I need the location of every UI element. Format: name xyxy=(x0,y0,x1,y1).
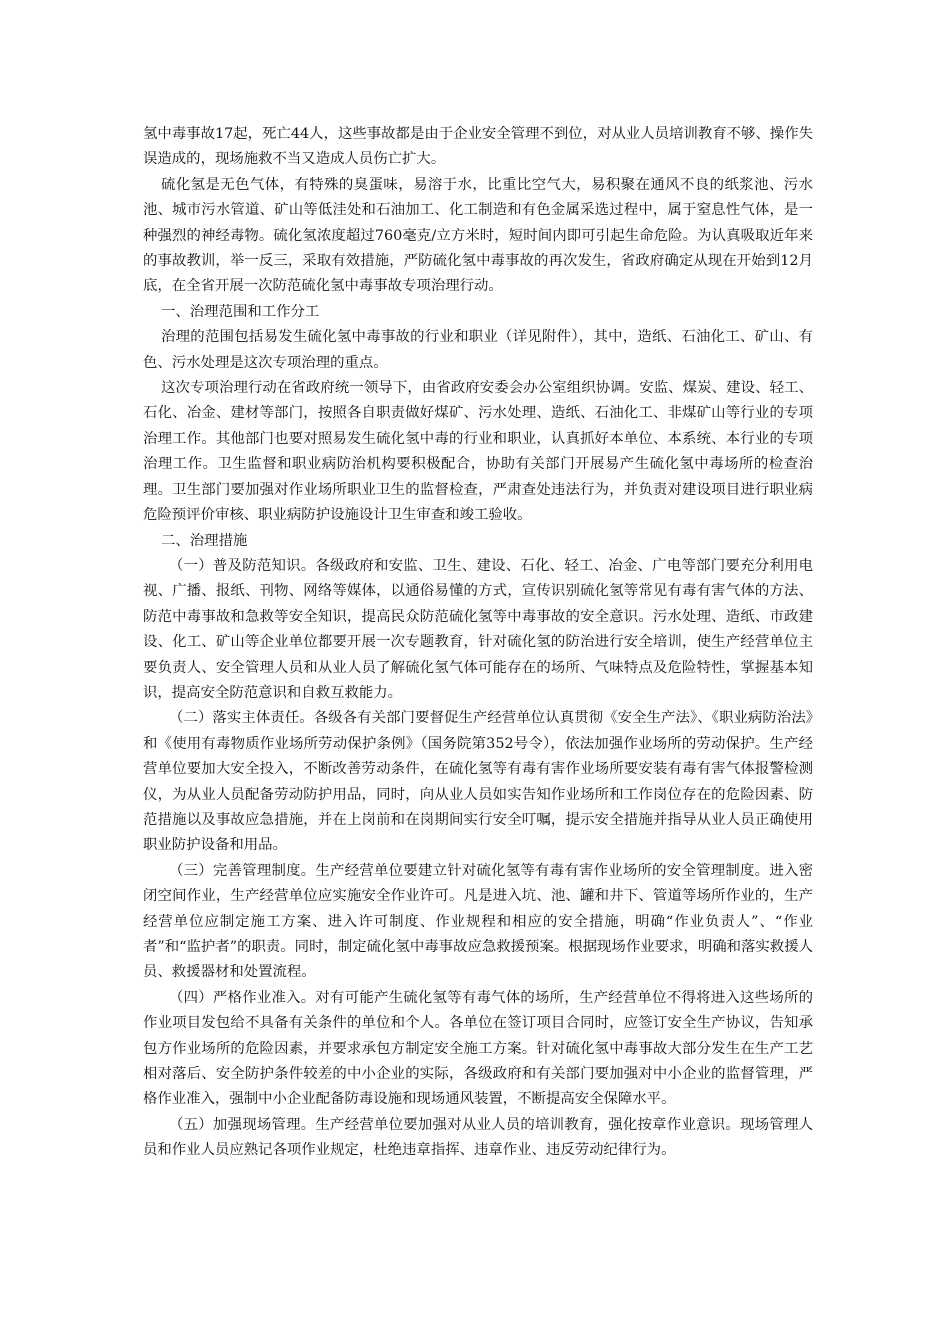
paragraph-measure-3: （三）完善管理制度。生产经营单位要建立针对硫化氢等有毒有害作业场所的安全管理制度。进入密闭空间作业，生产经营单位应实施安全作业许可。凡是进入坑、池、罐和井下、管道等场所作业的，生产经营单位应制定施工方案、进入许可制度、作业规程和相应的安全措施，明确“作业负责人”、“作业者”和“监护者”的职责。同时，制定硫化氢中毒事故应急救援预案。根据现场作业要求，明确和落实救援人员、救援器材和处置流程。 xyxy=(143,862,813,981)
paragraph-scope: 治理的范围包括易发生硫化氢中毒事故的行业和职业（详见附件），其中，造纸、石油化工、矿山、有色、污水处理是这次专项治理的重点。 xyxy=(143,329,813,371)
section-heading-measures: 二、治理措施 xyxy=(161,532,248,549)
paragraph-hydrogen-sulfide-intro: 硫化氢是无色气体，有特殊的臭蛋味，易溶于水，比重比空气大，易积聚在通风不良的纸浆池、污水池、城市污水管道、矿山等低洼处和石油加工、化工制造和有色金属采选过程中，属于窒息性气体，是一种强烈的神经毒物。硫化氢浓度超过760毫克/立方米时，短时间内即可引起生命危险。为认真吸取近年来的事故教训，举一反三，采取有效措施，严防硫化氢中毒事故的再次发生，省政府确定从现在开始到12月底，在全省开展一次防范硫化氢中毒事故专项治理行动。 xyxy=(143,176,813,295)
paragraph-accident-summary: 氢中毒事故17起，死亡44人，这些事故都是由于企业安全管理不到位，对从业人员培训教育不够、操作失误造成的，现场施救不当又造成人员伤亡扩大。 xyxy=(143,126,813,168)
paragraph-measure-4: （四）严格作业准入。对有可能产生硫化氢等有毒气体的场所，生产经营单位不得将进入这些场所的作业项目发包给不具备有关条件的单位和个人。各单位在签订项目合同时，应签订安全生产协议，告知承包方作业场所的危险因素，并要求承包方制定安全施工方案。针对硫化氢中毒事故大部分发生在生产工艺相对落后、安全防护条件较差的中小企业的实际，各级政府和有关部门要加强对中小企业的监督管理，严格作业准入，强制中小企业配备防毒设施和现场通风装置，不断提高安全保障水平。 xyxy=(143,989,813,1108)
document-body xyxy=(143,122,813,1164)
paragraph-measure-5: （五）加强现场管理。生产经营单位要加强对从业人员的培训教育，强化按章作业意识。现场管理人员和作业人员应熟记各项作业规定，杜绝违章指挥、违章作业、违反劳动纪律行为。 xyxy=(143,1116,813,1159)
section-heading-scope: 一、治理范围和工作分工 xyxy=(161,303,320,320)
paragraph-measure-1: （一）普及防范知识。各级政府和安监、卫生、建设、石化、轻工、冶金、广电等部门要充分利用电视、广播、报纸、刊物、网络等媒体，以通俗易懂的方式，宣传识别硫化氢等常见有毒有害气体的方法、防范中毒事故和急救等安全知识，提高民众防范硫化氢等中毒事故的安全意识。污水处理、造纸、市政建设、化工、矿山等企业单位都要开展一次专题教育，针对硫化氢的防治进行安全培训，使生产经营单位主要负责人、安全管理人员和从业人员了解硫化氢气体可能存在的场所、气味特点及危险特性，掌握基本知识，提高安全防范意识和自救互救能力。 xyxy=(143,557,813,701)
paragraph-measure-2: （二）落实主体责任。各级各有关部门要督促生产经营单位认真贯彻《安全生产法》、《职业病防治法》和《使用有毒物质作业场所劳动保护条例》（国务院第352号令），依法加强作业场所的劳动保护。生产经营单位要加大安全投入，不断改善劳动条件，在硫化氢等有毒有害作业场所要安装有毒有害气体报警检测仪，为从业人员配备劳动防护用品，同时，向从业人员如实告知作业场所和工作岗位存在的危险因素、防范措施以及事故应急措施，并在上岗前和在岗期间实行安全叮嘱，提示安全措施并指导从业人员正确使用职业防护设备和用品。 xyxy=(143,710,813,854)
paragraph-division-of-work: 这次专项治理行动在省政府统一领导下，由省政府安委会办公室组织协调。安监、煤炭、建设、轻工、石化、冶金、建材等部门，按照各自职责做好煤矿、污水处理、造纸、石油化工、非煤矿山等行业的专项治理工作。其他部门也要对照易发生硫化氢中毒的行业和职业，认真抓好本单位、本系统、本行业的专项治理工作。卫生监督和职业病防治机构要积极配合，协助有关部门开展易产生硫化氢中毒场所的检查治理。卫生部门要加强对作业场所职业卫生的监督检查，严肃查处违法行为，并负责对建设项目进行职业病危险预评价审核、职业病防护设施设计卫生审查和竣工验收。 xyxy=(143,380,813,524)
